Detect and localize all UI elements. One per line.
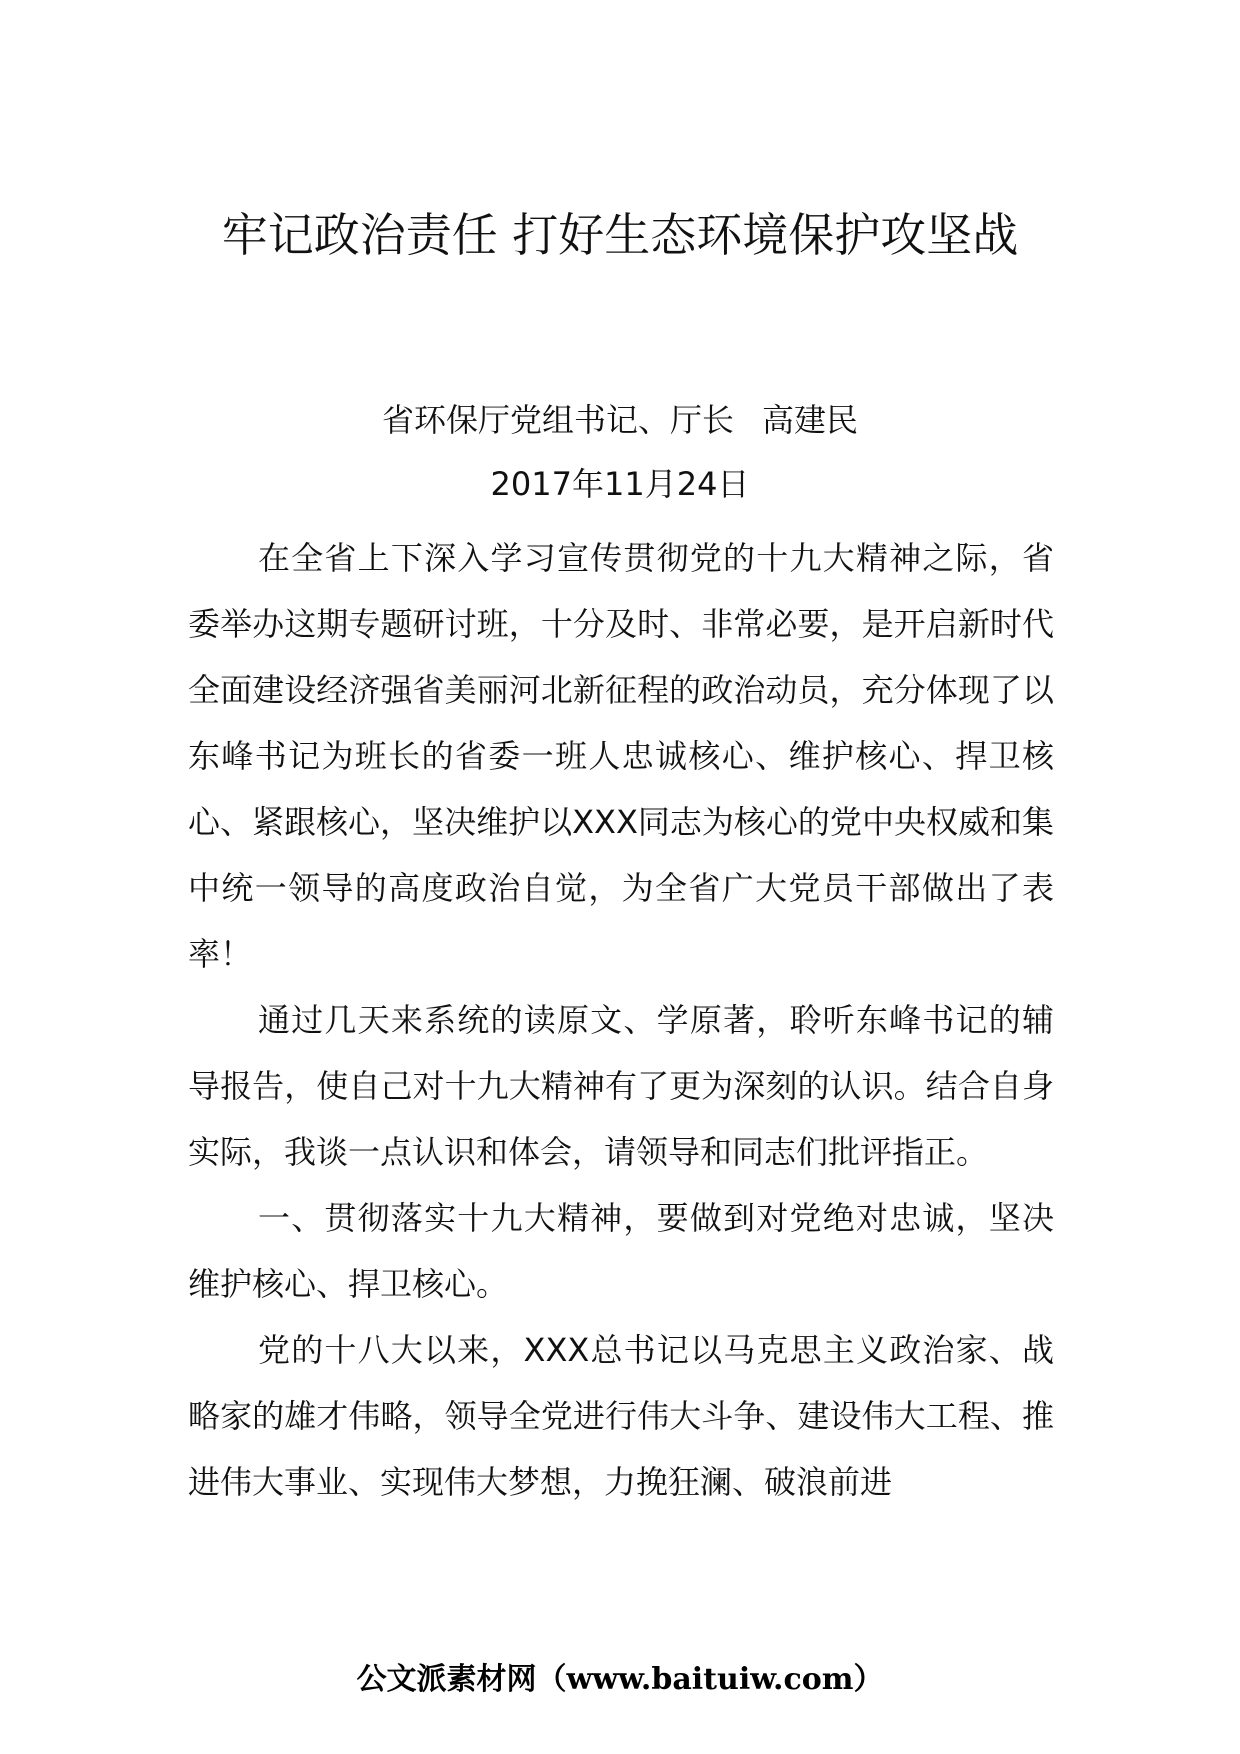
document-title: 牢记政治责任 打好生态环境保护攻坚战 <box>221 208 1019 262</box>
paragraph: 通过几天来系统的读原文、学原著，聆听东峰书记的辅导报告，使自己对十九大精神有了更为深刻的认识。结合自身实际，我谈一点认识和体会，请领导和同志们批评指正。 <box>188 1001 1054 1171</box>
document-date: 2017年11月24日 <box>490 465 750 503</box>
paragraph: 一、贯彻落实十九大精神，要做到对党绝对忠诚，坚决维护核心、捍卫核心。 <box>188 1199 1054 1303</box>
author-position: 省环保厅党组书记、厅长 <box>381 401 734 439</box>
author-byline <box>0 398 1240 442</box>
document-body <box>188 525 1054 1515</box>
author-name: 高建民 <box>762 401 859 439</box>
paragraph: 党的十八大以来，XXX总书记以马克思主义政治家、战略家的雄才伟略，领导全党进行伟大斗争、建设伟大工程、推进伟大事业、实现伟大梦想，力挽狂澜、破浪前进 <box>188 1331 1054 1501</box>
paragraph: 在全省上下深入学习宣传贯彻党的十九大精神之际，省委举办这期专题研讨班，十分及时、非常必要，是开启新时代全面建设经济强省美丽河北新征程的政治动员，充分体现了以东峰书记为班长的省委一班人忠诚核心、维护核心、捍卫核心、紧跟核心，坚决维护以XXX同志为核心的党中央权威和集中统一领导的高度政治自觉，为全省广大党员干部做出了表率！ <box>188 539 1054 973</box>
footer-watermark: 公文派素材网（www.baituiw.com） <box>356 1662 884 1697</box>
